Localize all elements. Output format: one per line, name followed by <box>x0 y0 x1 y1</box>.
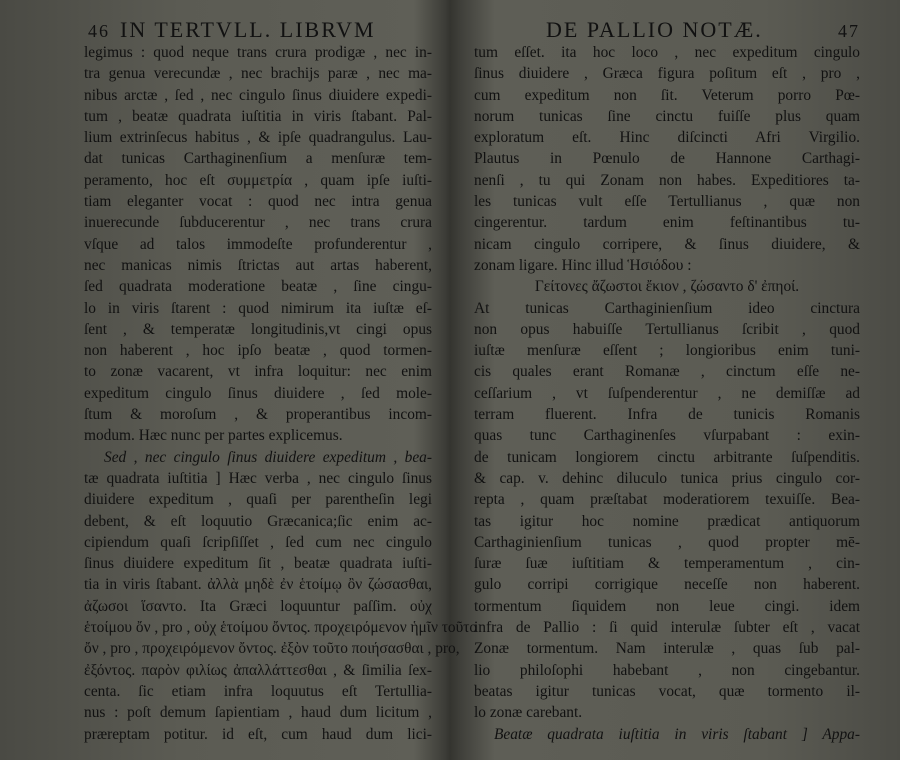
text-line: to zonæ vacarent, vt infra loquitur: nec enim <box>84 363 432 381</box>
running-head <box>546 18 860 42</box>
running-head <box>88 18 432 42</box>
text-line: ἀζωσοι ἵσαντο. Ita Græci loquuntur paſſim. οὐχ <box>84 597 432 615</box>
text-line: ſuræ ſuæ iuſtitiam & temperamentum , cin- <box>474 555 860 573</box>
text-line: iuſtæ menſuræ eſſent ; longioribus enim tuni- <box>474 342 860 360</box>
text-line: non opus habuiſſe Tertullianus ſcribit , quod <box>474 320 860 338</box>
page-number: 47 <box>838 21 860 41</box>
text-line: exploratum eſt. Hinc diſcincti Afri Virgilio. <box>474 129 860 147</box>
text-line: non haberent , hoc ipſo beatæ , quod tormen- <box>84 342 432 360</box>
text-line: beatas igitur tunicas vocat, quæ tormento il- <box>474 682 860 700</box>
text-line: At tunicas Carthaginienſium ideo cinctura <box>474 299 860 317</box>
text-line: de tunicam longiorem cinctu arbitrante ſuſpenditis. <box>474 448 860 466</box>
text-line: tormentum ſiquidem non leue cingi. idem <box>474 597 860 615</box>
page-number: 46 <box>88 21 110 41</box>
text-line: infra de Pallio : ſi quid interulæ ſubter eſt , vacat <box>474 619 860 637</box>
text-line: tia in viris ſtabant. ἀλλὰ μηδὲ ἐν ἑτοίμῳ ὂν ζώσασθαι, <box>84 576 432 594</box>
page-text <box>84 42 478 745</box>
text-line: & cap. v. dehinc diluculo tunica prius cingulo cor- <box>474 469 860 487</box>
text-line: norum tunicas ſine cinctu fuiſſe plus quam <box>474 107 860 125</box>
text-line: quas tunc Carthaginenſes vſurpabant : exin- <box>474 427 860 445</box>
text-line: nus : poſt demum ſapientiam , haud dum licitum , <box>84 704 432 722</box>
text-line: nec manicas nimis ſtrictas aut artas haberent, <box>84 256 432 274</box>
greek-verse-line: Γείτονες ἄζωστοι ἔκιον , ζώσαντο δ' ἐπηοί. <box>534 278 800 296</box>
text-line: ceſſarium , vt ſuſpenderentur , ne demiſſæ ad <box>474 384 860 402</box>
text-line: cipiendum quaſi ſcripſiſſet , ſed cum nec cingulo <box>84 533 432 551</box>
text-line: tum eſſet. ita hoc loco , nec expeditum cingulo <box>474 44 860 61</box>
text-line: nicam cingulo corripere, & ſinus diuidere, & <box>474 235 860 253</box>
text-line: nenſi , tu qui Zonam non habes. Expeditiores ta- <box>474 171 860 189</box>
text-line: modum. Hæc nunc per partes explicemus. <box>84 427 343 445</box>
text-line: ſed quadrata moderatione beatæ , ſine cingu- <box>84 278 432 296</box>
text-line: præreptam potitur. id eſt, cum haud dum lici- <box>84 725 432 743</box>
text-line: ſtum & moroſum , & properantibus incom- <box>84 406 432 424</box>
text-line: ſinus diuidere expeditum ſit , beatæ quadrata iuſti- <box>84 555 432 573</box>
text-line: diuidere expeditum , quaſi per parentheſin legi <box>84 491 432 509</box>
text-line: lio philoſophi habebant , non cingebantur. <box>474 661 860 679</box>
text-line: inuerecunde ſubducerentur , nec trans crura <box>84 214 432 232</box>
text-line: expeditum cingulo ſinus diuidere , ſed mole- <box>84 384 432 402</box>
running-head-title: IN TERTVLL. LIBRVM <box>120 17 376 42</box>
text-line: nibus arctæ , ſed , nec cingulo ſinus diuidere expedi- <box>84 86 432 104</box>
text-line: peramento, hoc eſt συμμετρία , quam ipſe iuſti- <box>84 171 432 189</box>
text-line: legimus : quod neque trans crura prodigæ , nec in- <box>84 44 432 61</box>
text-line: zonam ligare. Hinc illud Ἡσιόδου : <box>474 256 692 274</box>
text-line: dat tunicas Carthaginenſium a menſuræ tem- <box>84 150 432 168</box>
text-line: repta , quam præſtabat moderatiorem texuiſſe. Bea- <box>474 491 860 509</box>
text-line: tum , beatæ quadrata iuſtitia in viris ſtabant. Pal- <box>84 107 432 125</box>
text-line: terram fluerent. Infra de tunicis Romanis <box>474 406 860 424</box>
text-line: Plautus in Pœnulo de Hannone Carthagi- <box>474 150 860 168</box>
text-line: lo zonæ carebant. <box>474 704 583 722</box>
text-line: Zonæ tormentum. Nam interulæ , quas ſub pal- <box>474 640 860 658</box>
text-line: tæ quadrata iuſtitia ] Hæc verba , nec cingulo ſinus <box>84 469 432 487</box>
text-line: tas igitur hoc nomine prædicat antiquorum <box>474 512 860 530</box>
text-line: Carthaginienſium tunicas , quod propter mē- <box>474 533 860 551</box>
text-line: cis quales erant Romanæ , cinctum eſſe ne- <box>474 363 860 381</box>
text-line: tra genua verecundæ , nec brachijs paræ , nec ma- <box>84 65 432 83</box>
text-line: vſque ad talos immodeſte profunderentur , <box>84 235 432 253</box>
text-line: les tunicas vult eſſe Tertullianus , quæ non <box>474 193 860 211</box>
text-line: cum expeditum non ſit. Veterum porro Pœ- <box>474 86 860 104</box>
page-text <box>474 42 860 745</box>
text-line: debent, & eſt loquutio Græcanica;ſic enim ac- <box>84 512 432 530</box>
right-page <box>460 0 900 760</box>
text-line: ſent , & temperatæ longitudinis,vt cingi opus <box>84 320 432 338</box>
text-line: ſinus diuidere , Græca figura poſitum eſt , pro , <box>474 65 860 83</box>
running-head-title: DE PALLIO NOTÆ. <box>546 17 763 42</box>
text-line: ἐξόντος. παρὸν φιλίως ἀπαλλάττεσθαι , & ſimilia ſex- <box>84 661 432 679</box>
text-line: ἑτοίμου ὄν , pro , οὐχ ἑτοίμου ὄντος. προχειρόμενον ἡμῖν τοῦτο <box>84 619 478 637</box>
text-line: Beatæ quadrata iuſtitia in viris ſtabant ] Appa- <box>494 725 860 743</box>
text-line: gulo corripi corrigique neceſſe non haberent. <box>474 576 860 594</box>
text-line: centa. ſic etiam infra loquutus eſt Tertullia- <box>84 682 432 700</box>
text-line: ὄν , pro , προχειρόμενον ὄντος. ἐξὸν τοῦτο ποιήσασθαι , pro, <box>84 640 460 658</box>
text-line: lo in viris ſtarent : quod nimirum ita iuſtæ eſ- <box>84 299 432 317</box>
text-line: lium extrinſecus habitus , & ipſe quadrangulus. Lau- <box>84 129 432 147</box>
text-line: cingerentur. tardum enim feſtinantibus tu- <box>474 214 860 232</box>
text-line: tiam eleganter vocat : quod nec intra genua <box>84 193 432 211</box>
text-line: Sed , nec cingulo ſinus diuidere expeditum , bea- <box>104 448 432 466</box>
